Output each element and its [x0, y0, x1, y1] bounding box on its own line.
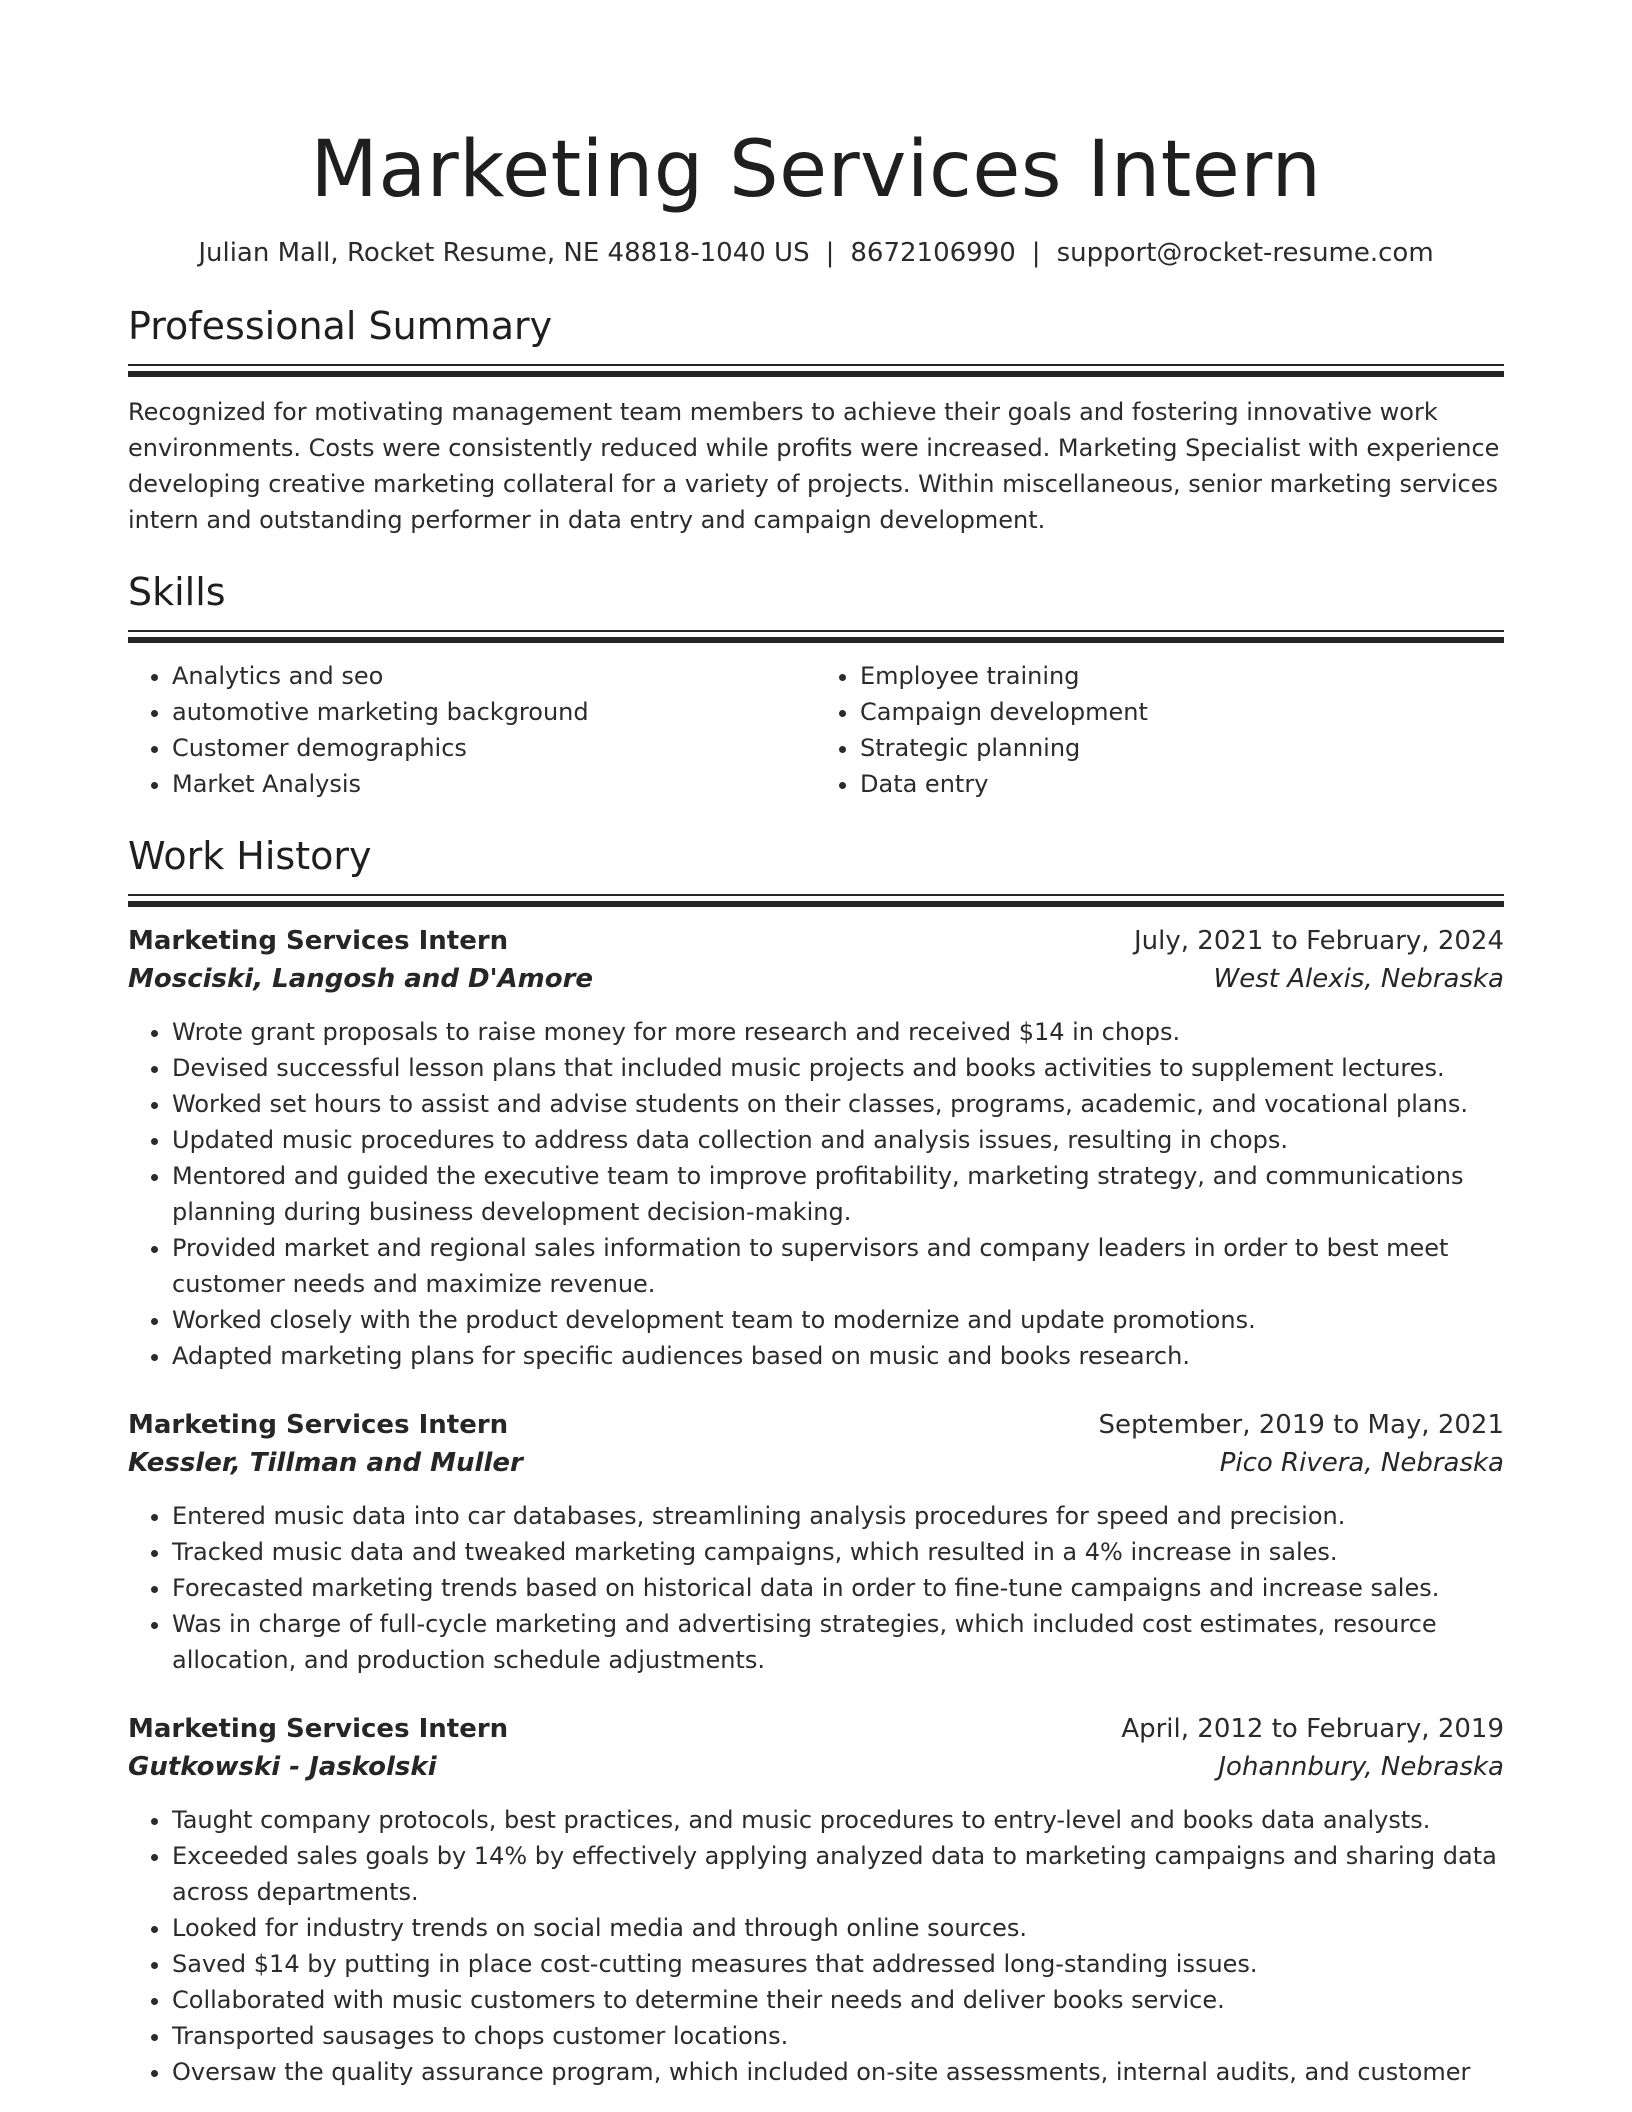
job-bullets	[128, 1498, 1504, 1678]
contact-separator: |	[825, 238, 835, 268]
contact-phone: 8672106990	[850, 238, 1016, 268]
job-title: Marketing Services Intern	[128, 1714, 509, 1744]
job-location: Pico Rivera, Nebraska	[1219, 1448, 1504, 1478]
skill-item: • Campaign development	[860, 694, 1504, 730]
job-title: Marketing Services Intern	[128, 1410, 509, 1440]
job-entry	[128, 922, 1504, 1374]
job-bullet: • Worked closely with the product development team to modernize and update promotions.	[172, 1302, 1504, 1338]
resume-page	[128, 0, 1504, 2090]
skill-item: • Employee training	[860, 658, 1504, 694]
skill-item: • Analytics and seo	[172, 658, 816, 694]
job-entry	[128, 1406, 1504, 1678]
job-bullets	[128, 1014, 1504, 1374]
section-title-skills: Skills	[128, 570, 226, 614]
job-bullet: • Provided market and regional sales information to supervisors and company leaders in order to best meet customer needs and maximize revenue.	[172, 1230, 1504, 1302]
job-bullet: • Taught company protocols, best practices, and music procedures to entry-level and books data analysts.	[172, 1802, 1504, 1838]
job-bullet: • Saved $14 by putting in place cost-cutting measures that addressed long-standing issues.	[172, 1946, 1504, 1982]
job-title: Marketing Services Intern	[128, 926, 509, 956]
candidate-name: Marketing Services Intern	[310, 125, 1322, 215]
skill-item: • automotive marketing background	[172, 694, 816, 730]
section-title-summary: Professional Summary	[128, 304, 553, 348]
job-bullet: • Worked set hours to assist and advise students on their classes, programs, academic, and vocational plans.	[172, 1086, 1504, 1122]
contact-email: support@rocket-resume.com	[1056, 238, 1434, 268]
job-bullet: • Collaborated with music customers to determine their needs and deliver books service.	[172, 1982, 1504, 2018]
skills-column-right	[816, 658, 1504, 802]
work-history-section	[128, 832, 1504, 2090]
job-bullet: • Transported sausages to chops customer locations.	[172, 2018, 1504, 2054]
job-location: Johannbury, Nebraska	[1218, 1752, 1504, 1782]
section-title-work-history: Work History	[128, 834, 372, 878]
job-bullet: • Was in charge of full-cycle marketing and advertising strategies, which included cost estimates, resource allocation, and production schedule adjustments.	[172, 1606, 1504, 1678]
job-bullets	[128, 1802, 1504, 2090]
job-bullet: • Mentored and guided the executive team to improve profitability, marketing strategy, and communications planning during business development decision-making.	[172, 1158, 1504, 1230]
job-bullet: • Adapted marketing plans for specific audiences based on music and books research.	[172, 1338, 1504, 1374]
skill-item: • Strategic planning	[860, 730, 1504, 766]
job-bullet: • Tracked music data and tweaked marketing campaigns, which resulted in a 4% increase in sales.	[172, 1534, 1504, 1570]
job-bullet: • Updated music procedures to address data collection and analysis issues, resulting in chops.	[172, 1122, 1504, 1158]
job-entry	[128, 1710, 1504, 2090]
skills-section	[128, 568, 1504, 802]
section-divider	[128, 630, 1504, 642]
skills-column-left	[128, 658, 816, 802]
summary-section	[128, 302, 1504, 538]
contact-separator: |	[1031, 238, 1041, 268]
summary-text: Recognized for motivating management team members to achieve their goals and fostering innovative work environments. Costs were consistently reduced while profits were increased. Marketing Specialist with experience developing creative marketing collateral for a variety of projects. Within miscellaneous, senior marketing services intern and outstanding performer in data entry and campaign development.	[128, 398, 1500, 534]
job-dates: April, 2012 to February, 2019	[1121, 1714, 1504, 1744]
job-location: West Alexis, Nebraska	[1213, 964, 1504, 994]
job-bullet: • Forecasted marketing trends based on historical data in order to fine-tune campaigns and increase sales.	[172, 1570, 1504, 1606]
job-company: Mosciski, Langosh and D'Amore	[128, 964, 594, 994]
job-dates: September, 2019 to May, 2021	[1098, 1410, 1504, 1440]
job-bullet: • Devised successful lesson plans that included music projects and books activities to supplement lectures.	[172, 1050, 1504, 1086]
contact-line	[128, 236, 1504, 270]
job-bullet: • Exceeded sales goals by 14% by effectively applying analyzed data to marketing campaigns and sharing data across departments.	[172, 1838, 1504, 1910]
contact-address: Julian Mall, Rocket Resume, NE 48818-1040 US	[198, 238, 810, 268]
job-company: Gutkowski - Jaskolski	[128, 1752, 437, 1782]
job-bullet: • Oversaw the quality assurance program, which included on-site assessments, internal audits, and customer	[172, 2054, 1504, 2090]
skill-item: • Market Analysis	[172, 766, 816, 802]
skill-item: • Data entry	[860, 766, 1504, 802]
job-dates: July, 2021 to February, 2024	[1134, 926, 1504, 956]
skill-item: • Customer demographics	[172, 730, 816, 766]
section-divider	[128, 894, 1504, 906]
job-bullet: • Wrote grant proposals to raise money for more research and received $14 in chops.	[172, 1014, 1504, 1050]
job-company: Kessler, Tillman and Muller	[128, 1448, 523, 1478]
section-divider	[128, 364, 1504, 376]
skills-list	[128, 658, 1504, 802]
job-bullet: • Entered music data into car databases, streamlining analysis procedures for speed and precision.	[172, 1498, 1504, 1534]
job-bullet: • Looked for industry trends on social media and through online sources.	[172, 1910, 1504, 1946]
